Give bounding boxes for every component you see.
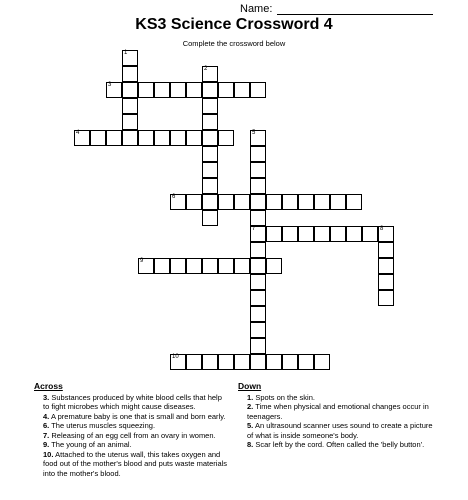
crossword-cell[interactable] bbox=[170, 354, 186, 370]
crossword-cell[interactable] bbox=[250, 194, 266, 210]
clue-down-8 bbox=[238, 440, 438, 450]
clue-number: 9. bbox=[43, 440, 50, 449]
crossword-cell[interactable] bbox=[106, 82, 122, 98]
clue-number-label: 7 bbox=[252, 226, 256, 232]
across-heading: Across bbox=[34, 381, 63, 391]
crossword-cell[interactable] bbox=[346, 194, 362, 210]
crossword-cell[interactable] bbox=[234, 258, 250, 274]
crossword-cell[interactable] bbox=[186, 258, 202, 274]
crossword-cell[interactable] bbox=[250, 226, 266, 242]
crossword-cell[interactable] bbox=[250, 130, 266, 146]
clue-number-label: 6 bbox=[172, 194, 176, 200]
clue-number: 4. bbox=[43, 411, 50, 421]
clue-number: 3. bbox=[43, 392, 50, 402]
crossword-cell[interactable] bbox=[250, 338, 266, 354]
crossword-cell[interactable] bbox=[250, 274, 266, 290]
clue-text: An ultrasound scanner uses sound to create a picture of what is inside someone's body. bbox=[247, 421, 433, 440]
clue-number-label: 9 bbox=[140, 258, 144, 264]
crossword-cell[interactable] bbox=[154, 258, 170, 274]
crossword-cell[interactable] bbox=[250, 242, 266, 258]
crossword-cell[interactable] bbox=[170, 194, 186, 210]
crossword-cell[interactable] bbox=[250, 146, 266, 162]
clue-down-1 bbox=[238, 393, 438, 403]
crossword-cell[interactable] bbox=[138, 258, 154, 274]
crossword-cell[interactable] bbox=[202, 66, 218, 82]
crossword-cell[interactable] bbox=[250, 322, 266, 338]
crossword-cell[interactable] bbox=[74, 130, 90, 146]
crossword-cell[interactable] bbox=[202, 130, 218, 146]
clue-number-label: 3 bbox=[108, 82, 112, 88]
crossword-cell[interactable] bbox=[266, 258, 282, 274]
crossword-cell[interactable] bbox=[250, 162, 266, 178]
crossword-cell[interactable] bbox=[186, 354, 202, 370]
crossword-cell[interactable] bbox=[186, 194, 202, 210]
clue-across-9 bbox=[34, 440, 230, 450]
crossword-cell[interactable] bbox=[314, 194, 330, 210]
crossword-cell[interactable] bbox=[378, 242, 394, 258]
crossword-cell[interactable] bbox=[138, 82, 154, 98]
clue-text: A premature baby is one that is small and born early. bbox=[50, 411, 226, 421]
crossword-cell[interactable] bbox=[234, 194, 250, 210]
crossword-cell[interactable] bbox=[250, 258, 266, 274]
crossword-cell[interactable] bbox=[378, 258, 394, 274]
crossword-cell[interactable] bbox=[122, 98, 138, 114]
across-clues bbox=[34, 382, 230, 478]
crossword-cell[interactable] bbox=[218, 354, 234, 370]
clue-text: Scar left by the cord. Often called the 'belly button'. bbox=[255, 440, 425, 449]
crossword-cell[interactable] bbox=[218, 82, 234, 98]
clue-across-4 bbox=[34, 412, 230, 422]
page-subtitle: Complete the crossword below bbox=[182, 39, 286, 48]
crossword-cell[interactable] bbox=[154, 130, 170, 146]
crossword-cell[interactable] bbox=[330, 194, 346, 210]
crossword-cell[interactable] bbox=[122, 114, 138, 130]
crossword-cell[interactable] bbox=[250, 210, 266, 226]
crossword-cell[interactable] bbox=[170, 82, 186, 98]
clue-number: 6. bbox=[43, 421, 50, 430]
crossword-cell[interactable] bbox=[154, 82, 170, 98]
crossword-cell[interactable] bbox=[250, 290, 266, 306]
crossword-cell[interactable] bbox=[218, 130, 234, 146]
crossword-cell[interactable] bbox=[362, 226, 378, 242]
crossword-cell[interactable] bbox=[218, 258, 234, 274]
crossword-cell[interactable] bbox=[122, 66, 138, 82]
crossword-cell[interactable] bbox=[234, 82, 250, 98]
crossword-cell[interactable] bbox=[250, 354, 266, 370]
crossword-cell[interactable] bbox=[298, 226, 314, 242]
crossword-cell[interactable] bbox=[250, 306, 266, 322]
clue-number: 2. bbox=[247, 402, 254, 411]
crossword-cell[interactable] bbox=[282, 226, 298, 242]
clue-down-2 bbox=[238, 402, 438, 421]
crossword-cell[interactable] bbox=[234, 354, 250, 370]
clue-across-6 bbox=[34, 421, 230, 431]
clue-number: 7. bbox=[43, 430, 50, 440]
clue-text: Substances produced by white blood cells that help to fight microbes which might cause diseases. bbox=[43, 392, 222, 411]
crossword-cell[interactable] bbox=[202, 162, 218, 178]
crossword-cell[interactable] bbox=[202, 178, 218, 194]
crossword-cell[interactable] bbox=[346, 226, 362, 242]
crossword-cell[interactable] bbox=[90, 130, 106, 146]
crossword-cell[interactable] bbox=[298, 194, 314, 210]
crossword-cell[interactable] bbox=[266, 354, 282, 370]
crossword-cell[interactable] bbox=[378, 290, 394, 306]
crossword-cell[interactable] bbox=[202, 354, 218, 370]
clue-text: Spots on the skin. bbox=[255, 392, 315, 402]
clue-number-label: 10 bbox=[172, 354, 179, 360]
crossword-cell[interactable] bbox=[282, 354, 298, 370]
crossword-cell[interactable] bbox=[298, 354, 314, 370]
crossword-cell[interactable] bbox=[186, 130, 202, 146]
clue-text: The young of an animal. bbox=[51, 440, 132, 449]
clue-number: 10. bbox=[43, 449, 54, 459]
crossword-cell[interactable] bbox=[202, 194, 218, 210]
clue-text: The uterus muscles squeezing. bbox=[51, 421, 156, 430]
crossword-cell[interactable] bbox=[378, 274, 394, 290]
clue-across-3 bbox=[34, 393, 230, 412]
clue-number-label: 1 bbox=[124, 50, 128, 56]
crossword-cell[interactable] bbox=[170, 130, 186, 146]
clue-number-label: 8 bbox=[380, 226, 384, 232]
crossword-cell[interactable] bbox=[282, 194, 298, 210]
clue-across-10 bbox=[34, 450, 230, 479]
crossword-cell[interactable] bbox=[250, 178, 266, 194]
crossword-cell[interactable] bbox=[202, 210, 218, 226]
clue-text: Releasing of an egg cell from an ovary in women. bbox=[51, 430, 216, 440]
clue-text: Time when physical and emotional changes occur in teenagers. bbox=[247, 402, 429, 421]
crossword-cell[interactable] bbox=[202, 258, 218, 274]
crossword-cell[interactable] bbox=[202, 98, 218, 114]
page-title: KS3 Science Crossword 4 bbox=[135, 16, 333, 33]
crossword-cell[interactable] bbox=[106, 130, 122, 146]
clue-number-label: 5 bbox=[252, 130, 256, 136]
clue-number: 8. bbox=[247, 440, 254, 449]
clue-number: 1. bbox=[247, 392, 254, 402]
crossword-cell[interactable] bbox=[122, 50, 138, 66]
crossword-cell[interactable] bbox=[330, 226, 346, 242]
crossword-cell[interactable] bbox=[266, 194, 282, 210]
crossword-cell[interactable] bbox=[218, 194, 234, 210]
crossword-cell[interactable] bbox=[122, 130, 138, 146]
crossword-cell[interactable] bbox=[202, 114, 218, 130]
crossword-cell[interactable] bbox=[186, 82, 202, 98]
down-heading: Down bbox=[238, 381, 262, 391]
clue-down-5 bbox=[238, 421, 438, 440]
crossword-cell[interactable] bbox=[314, 354, 330, 370]
clue-number: 5. bbox=[247, 421, 254, 430]
crossword-cell[interactable] bbox=[202, 82, 218, 98]
clue-number-label: 2 bbox=[204, 66, 208, 72]
crossword-cell[interactable] bbox=[314, 226, 330, 242]
crossword-cell[interactable] bbox=[170, 258, 186, 274]
name-label: Name: bbox=[240, 3, 273, 15]
clue-text: Attached to the uterus wall, this takes oxygen and food out of the mother's blood and puts waste materials into the mother's blood. bbox=[43, 449, 228, 478]
crossword-cell[interactable] bbox=[266, 226, 282, 242]
down-clues bbox=[238, 382, 438, 450]
crossword-cell[interactable] bbox=[378, 226, 394, 242]
crossword-cell[interactable] bbox=[250, 82, 266, 98]
clue-across-7 bbox=[34, 431, 230, 441]
crossword-cell[interactable] bbox=[138, 130, 154, 146]
clue-number-label: 4 bbox=[76, 130, 80, 136]
crossword-cell[interactable] bbox=[202, 146, 218, 162]
crossword-cell[interactable] bbox=[122, 82, 138, 98]
